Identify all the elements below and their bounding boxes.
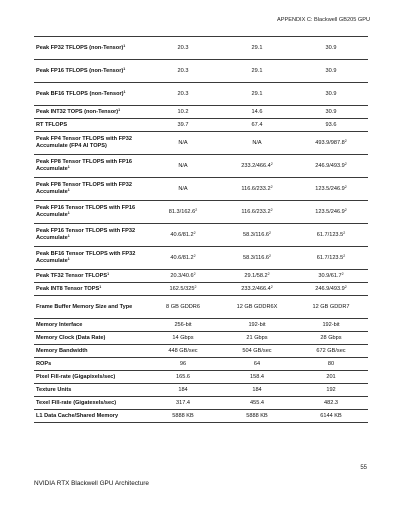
footnote-marker: 2 — [195, 207, 198, 212]
value-text: 233.2/466.4 — [241, 162, 271, 169]
value-text: 39.7 — [177, 121, 189, 128]
table-row — [34, 178, 368, 201]
footnote-marker: 2 — [193, 271, 196, 276]
value-cell — [146, 410, 220, 423]
footnote-marker: 1 — [67, 165, 70, 169]
value-cell — [220, 247, 294, 270]
running-header: APPENDIX C: Blackwell GB205 GPU — [277, 17, 370, 23]
value-text: 5888 KB — [172, 412, 194, 419]
value-cell — [146, 178, 220, 201]
footnote-marker: 2 — [270, 207, 273, 212]
value-cell — [146, 332, 220, 345]
footnote-marker: 2 — [193, 253, 196, 258]
value-cell — [220, 296, 294, 319]
table-row — [34, 83, 368, 106]
row-label — [34, 345, 146, 358]
value-text: 493.9/987.8 — [315, 139, 345, 146]
value-text: 5888 KB — [246, 412, 268, 419]
row-label-text: Memory Bandwidth — [36, 347, 88, 354]
row-label — [34, 106, 146, 119]
value-cell — [294, 178, 368, 201]
value-cell — [294, 247, 368, 270]
table-row — [34, 106, 368, 119]
table-row — [34, 247, 368, 270]
value-cell — [294, 132, 368, 155]
value-text: N/A — [252, 139, 262, 146]
value-cell — [220, 201, 294, 224]
table-row — [34, 270, 368, 283]
value-cell — [294, 384, 368, 397]
value-text: 61.7/123.5 — [316, 254, 344, 261]
row-label — [34, 37, 146, 60]
value-cell — [294, 60, 368, 83]
row-label-text: Peak FP4 Tensor TFLOPS with FP32 Accumulate (FP4 AI TOPS) — [36, 136, 132, 149]
value-cell — [294, 83, 368, 106]
value-text: 246.9/493.9 — [315, 162, 345, 169]
value-text: 8 GB GDDR6 — [166, 303, 200, 310]
value-text: 6144 KB — [320, 412, 342, 419]
value-text: 29.1 — [251, 90, 263, 97]
row-label — [34, 270, 146, 283]
row-label-text: Peak FP16 TFLOPS (non-Tensor) — [36, 67, 124, 74]
value-cell — [220, 119, 294, 132]
value-cell — [146, 201, 220, 224]
value-text: N/A — [178, 185, 188, 192]
value-text: 61.7/123.5 — [316, 231, 344, 238]
footnote-marker: 1 — [67, 234, 70, 238]
value-text: 165.6 — [176, 373, 190, 380]
value-text: 28 Gbps — [320, 334, 342, 341]
value-text: 81.3/162.6 — [168, 208, 196, 215]
value-cell — [146, 224, 220, 247]
value-text: 192-bit — [322, 321, 340, 328]
value-cell — [220, 270, 294, 283]
value-text: 14 Gbps — [172, 334, 194, 341]
value-text: 29.1 — [251, 44, 263, 51]
table-row — [34, 384, 368, 397]
footnote-marker: 1 — [67, 188, 70, 192]
value-text: 123.5/246.9 — [315, 208, 345, 215]
value-text: 482.3 — [324, 399, 338, 406]
table-row — [34, 319, 368, 332]
row-label-text: Peak BF16 TFLOPS (non-Tensor) — [36, 90, 124, 97]
row-label-text: Peak TF32 Tensor TFLOPS — [36, 272, 108, 279]
row-label — [34, 201, 146, 224]
value-text: 317.4 — [176, 399, 190, 406]
row-label — [34, 358, 146, 371]
value-text: 672 GB/sec — [316, 347, 346, 354]
footnote-marker: 2 — [269, 253, 272, 258]
value-cell — [294, 296, 368, 319]
footnote-marker: 2 — [193, 230, 196, 235]
row-label — [34, 247, 146, 270]
value-cell — [146, 319, 220, 332]
value-text: 116.6/233.2 — [241, 185, 271, 192]
value-text: 58.3/116.6 — [242, 231, 270, 238]
table-row — [34, 345, 368, 358]
footnote-marker: 2 — [344, 138, 347, 143]
footnote-marker: 1 — [67, 211, 70, 215]
value-text: 30.9 — [325, 67, 337, 74]
value-text: 192 — [326, 386, 336, 393]
value-cell — [220, 155, 294, 178]
value-cell — [146, 371, 220, 384]
row-label — [34, 371, 146, 384]
value-cell — [146, 83, 220, 106]
row-label-text: Texel Fill-rate (Gigatexels/sec) — [36, 399, 117, 406]
table-row — [34, 119, 368, 132]
value-cell — [146, 60, 220, 83]
value-text: 29.1 — [251, 67, 263, 74]
value-text: 14.6 — [251, 108, 263, 115]
table-row — [34, 37, 368, 60]
value-cell — [294, 332, 368, 345]
footnote-marker: 1 — [67, 257, 70, 261]
value-text: 20.3 — [177, 44, 189, 51]
value-cell — [146, 296, 220, 319]
value-cell — [220, 410, 294, 423]
value-cell — [220, 332, 294, 345]
table-row — [34, 60, 368, 83]
value-text: 12 GB GDDR6X — [236, 303, 278, 310]
value-text: 201 — [326, 373, 336, 380]
value-text: 96 — [179, 360, 187, 367]
table-row — [34, 296, 368, 319]
footnote-marker: 2 — [343, 253, 346, 258]
spec-table-body — [34, 37, 368, 423]
value-cell — [294, 345, 368, 358]
row-label-text: Peak INT32 TOPS (non-Tensor) — [36, 108, 119, 115]
row-label — [34, 384, 146, 397]
value-text: 20.3/40.6 — [170, 272, 194, 279]
value-cell — [294, 270, 368, 283]
footnote-marker: 2 — [341, 271, 344, 276]
value-text: 30.9 — [325, 108, 337, 115]
value-text: 64 — [253, 360, 261, 367]
footnote-marker: 2 — [343, 230, 346, 235]
footnote-marker: 2 — [270, 284, 273, 289]
value-cell — [294, 201, 368, 224]
row-label — [34, 178, 146, 201]
page-number: 55 — [360, 465, 367, 471]
table-row — [34, 397, 368, 410]
table-row — [34, 410, 368, 423]
row-label — [34, 60, 146, 83]
footnote-marker: 2 — [344, 161, 347, 166]
value-text: 93.6 — [325, 121, 337, 128]
value-cell — [220, 283, 294, 296]
value-text: 246.9/493.9 — [315, 285, 345, 292]
row-label — [34, 397, 146, 410]
value-text: 10.2 — [177, 108, 189, 115]
value-cell — [146, 37, 220, 60]
row-label — [34, 224, 146, 247]
value-text: 12 GB GDDR7 — [312, 303, 350, 310]
row-label-text: Peak FP32 TFLOPS (non-Tensor) — [36, 44, 124, 51]
table-row — [34, 132, 368, 155]
value-text: 29.1/58.2 — [244, 272, 268, 279]
footnote-marker: 2 — [267, 271, 270, 276]
value-cell — [220, 397, 294, 410]
value-text: 67.4 — [251, 121, 263, 128]
value-cell — [220, 345, 294, 358]
row-label-text: Frame Buffer Memory Size and Type — [36, 303, 133, 310]
value-cell — [294, 155, 368, 178]
value-cell — [220, 319, 294, 332]
footnote-marker: 2 — [270, 184, 273, 189]
table-row — [34, 155, 368, 178]
row-label — [34, 319, 146, 332]
value-text: 233.2/466.4 — [241, 285, 271, 292]
row-label-text: Memory Clock (Data Rate) — [36, 334, 106, 341]
footnote-marker: 1 — [107, 271, 110, 276]
value-text: 455.4 — [250, 399, 264, 406]
value-text: 158.4 — [250, 373, 264, 380]
value-text: 20.3 — [177, 67, 189, 74]
value-cell — [146, 155, 220, 178]
value-cell — [146, 283, 220, 296]
table-row — [34, 283, 368, 296]
spec-table — [34, 36, 368, 423]
value-cell — [146, 345, 220, 358]
value-cell — [146, 132, 220, 155]
value-cell — [146, 106, 220, 119]
value-cell — [220, 37, 294, 60]
footnote-marker: 2 — [344, 284, 347, 289]
value-cell — [146, 270, 220, 283]
row-label-text: L1 Data Cache/Shared Memory — [36, 412, 119, 419]
row-label — [34, 410, 146, 423]
value-cell — [294, 410, 368, 423]
value-cell — [294, 371, 368, 384]
table-row — [34, 201, 368, 224]
row-label — [34, 83, 146, 106]
value-cell — [146, 384, 220, 397]
value-cell — [220, 132, 294, 155]
footnote-marker: 1 — [118, 107, 121, 112]
value-cell — [294, 358, 368, 371]
value-cell — [220, 358, 294, 371]
value-cell — [220, 106, 294, 119]
row-label — [34, 119, 146, 132]
value-cell — [294, 119, 368, 132]
value-text: 21 Gbps — [246, 334, 268, 341]
value-cell — [146, 397, 220, 410]
row-label — [34, 132, 146, 155]
value-text: 123.5/246.9 — [315, 185, 345, 192]
row-label-text: Peak FP8 Tensor TFLOPS with FP16 Accumulate — [36, 159, 132, 172]
document-title: NVIDIA RTX Blackwell GPU Architecture — [34, 480, 149, 487]
row-label-text: RT TFLOPS — [36, 121, 68, 128]
value-cell — [294, 397, 368, 410]
value-text: 40.6/81.2 — [170, 231, 194, 238]
row-label — [34, 283, 146, 296]
footnote-marker: 1 — [123, 66, 126, 71]
row-label — [34, 296, 146, 319]
value-text: 256-bit — [174, 321, 192, 328]
value-text: 184 — [252, 386, 262, 393]
table-row — [34, 332, 368, 345]
row-label-text: Peak FP16 Tensor TFLOPS with FP16 Accumulate — [36, 205, 136, 218]
value-text: 162.5/325 — [169, 285, 195, 292]
row-label — [34, 332, 146, 345]
value-text: 80 — [327, 360, 335, 367]
row-label-text: ROPs — [36, 360, 52, 367]
value-text: 58.3/116.6 — [242, 254, 270, 261]
value-cell — [146, 247, 220, 270]
footnote-marker: 1 — [99, 284, 102, 289]
footnote-marker: 2 — [194, 284, 197, 289]
value-text: 20.3 — [177, 90, 189, 97]
table-row — [34, 371, 368, 384]
table-row — [34, 358, 368, 371]
value-text: 40.6/81.2 — [170, 254, 194, 261]
row-label-text: Peak BF16 Tensor TFLOPS with FP32 Accumulate — [36, 251, 136, 264]
row-label-text: Pixel Fill-rate (Gigapixels/sec) — [36, 373, 116, 380]
value-text: 30.9 — [325, 44, 337, 51]
value-cell — [294, 283, 368, 296]
value-cell — [294, 224, 368, 247]
footnote-marker: 2 — [344, 184, 347, 189]
value-text: 184 — [178, 386, 188, 393]
value-cell — [220, 178, 294, 201]
row-label-text: Peak FP8 Tensor TFLOPS with FP32 Accumulate — [36, 182, 132, 195]
value-cell — [294, 319, 368, 332]
table-row — [34, 224, 368, 247]
row-label-text: Texture Units — [36, 386, 72, 393]
value-cell — [220, 60, 294, 83]
footnote-marker: 1 — [123, 89, 126, 94]
footnote-marker: 2 — [269, 230, 272, 235]
value-cell — [220, 83, 294, 106]
row-label-text: Peak INT8 Tensor TOPS — [36, 285, 100, 292]
value-cell — [294, 37, 368, 60]
value-cell — [220, 371, 294, 384]
row-label-text: Memory Interface — [36, 321, 83, 328]
value-cell — [220, 384, 294, 397]
value-text: 448 GB/sec — [168, 347, 198, 354]
value-cell — [146, 358, 220, 371]
footnote-marker: 1 — [123, 43, 126, 48]
value-text: N/A — [178, 162, 188, 169]
value-text: 504 GB/sec — [242, 347, 272, 354]
value-text: N/A — [178, 139, 188, 146]
value-text: 30.9 — [325, 90, 337, 97]
value-text: 116.6/233.2 — [241, 208, 271, 215]
row-label-text: Peak FP16 Tensor TFLOPS with FP32 Accumulate — [36, 228, 136, 241]
footnote-marker: 2 — [270, 161, 273, 166]
value-text: 30.9/61.7 — [318, 272, 342, 279]
footnote-marker: 2 — [344, 207, 347, 212]
value-cell — [146, 119, 220, 132]
value-cell — [220, 224, 294, 247]
value-cell — [294, 106, 368, 119]
value-text: 192-bit — [248, 321, 266, 328]
row-label — [34, 155, 146, 178]
